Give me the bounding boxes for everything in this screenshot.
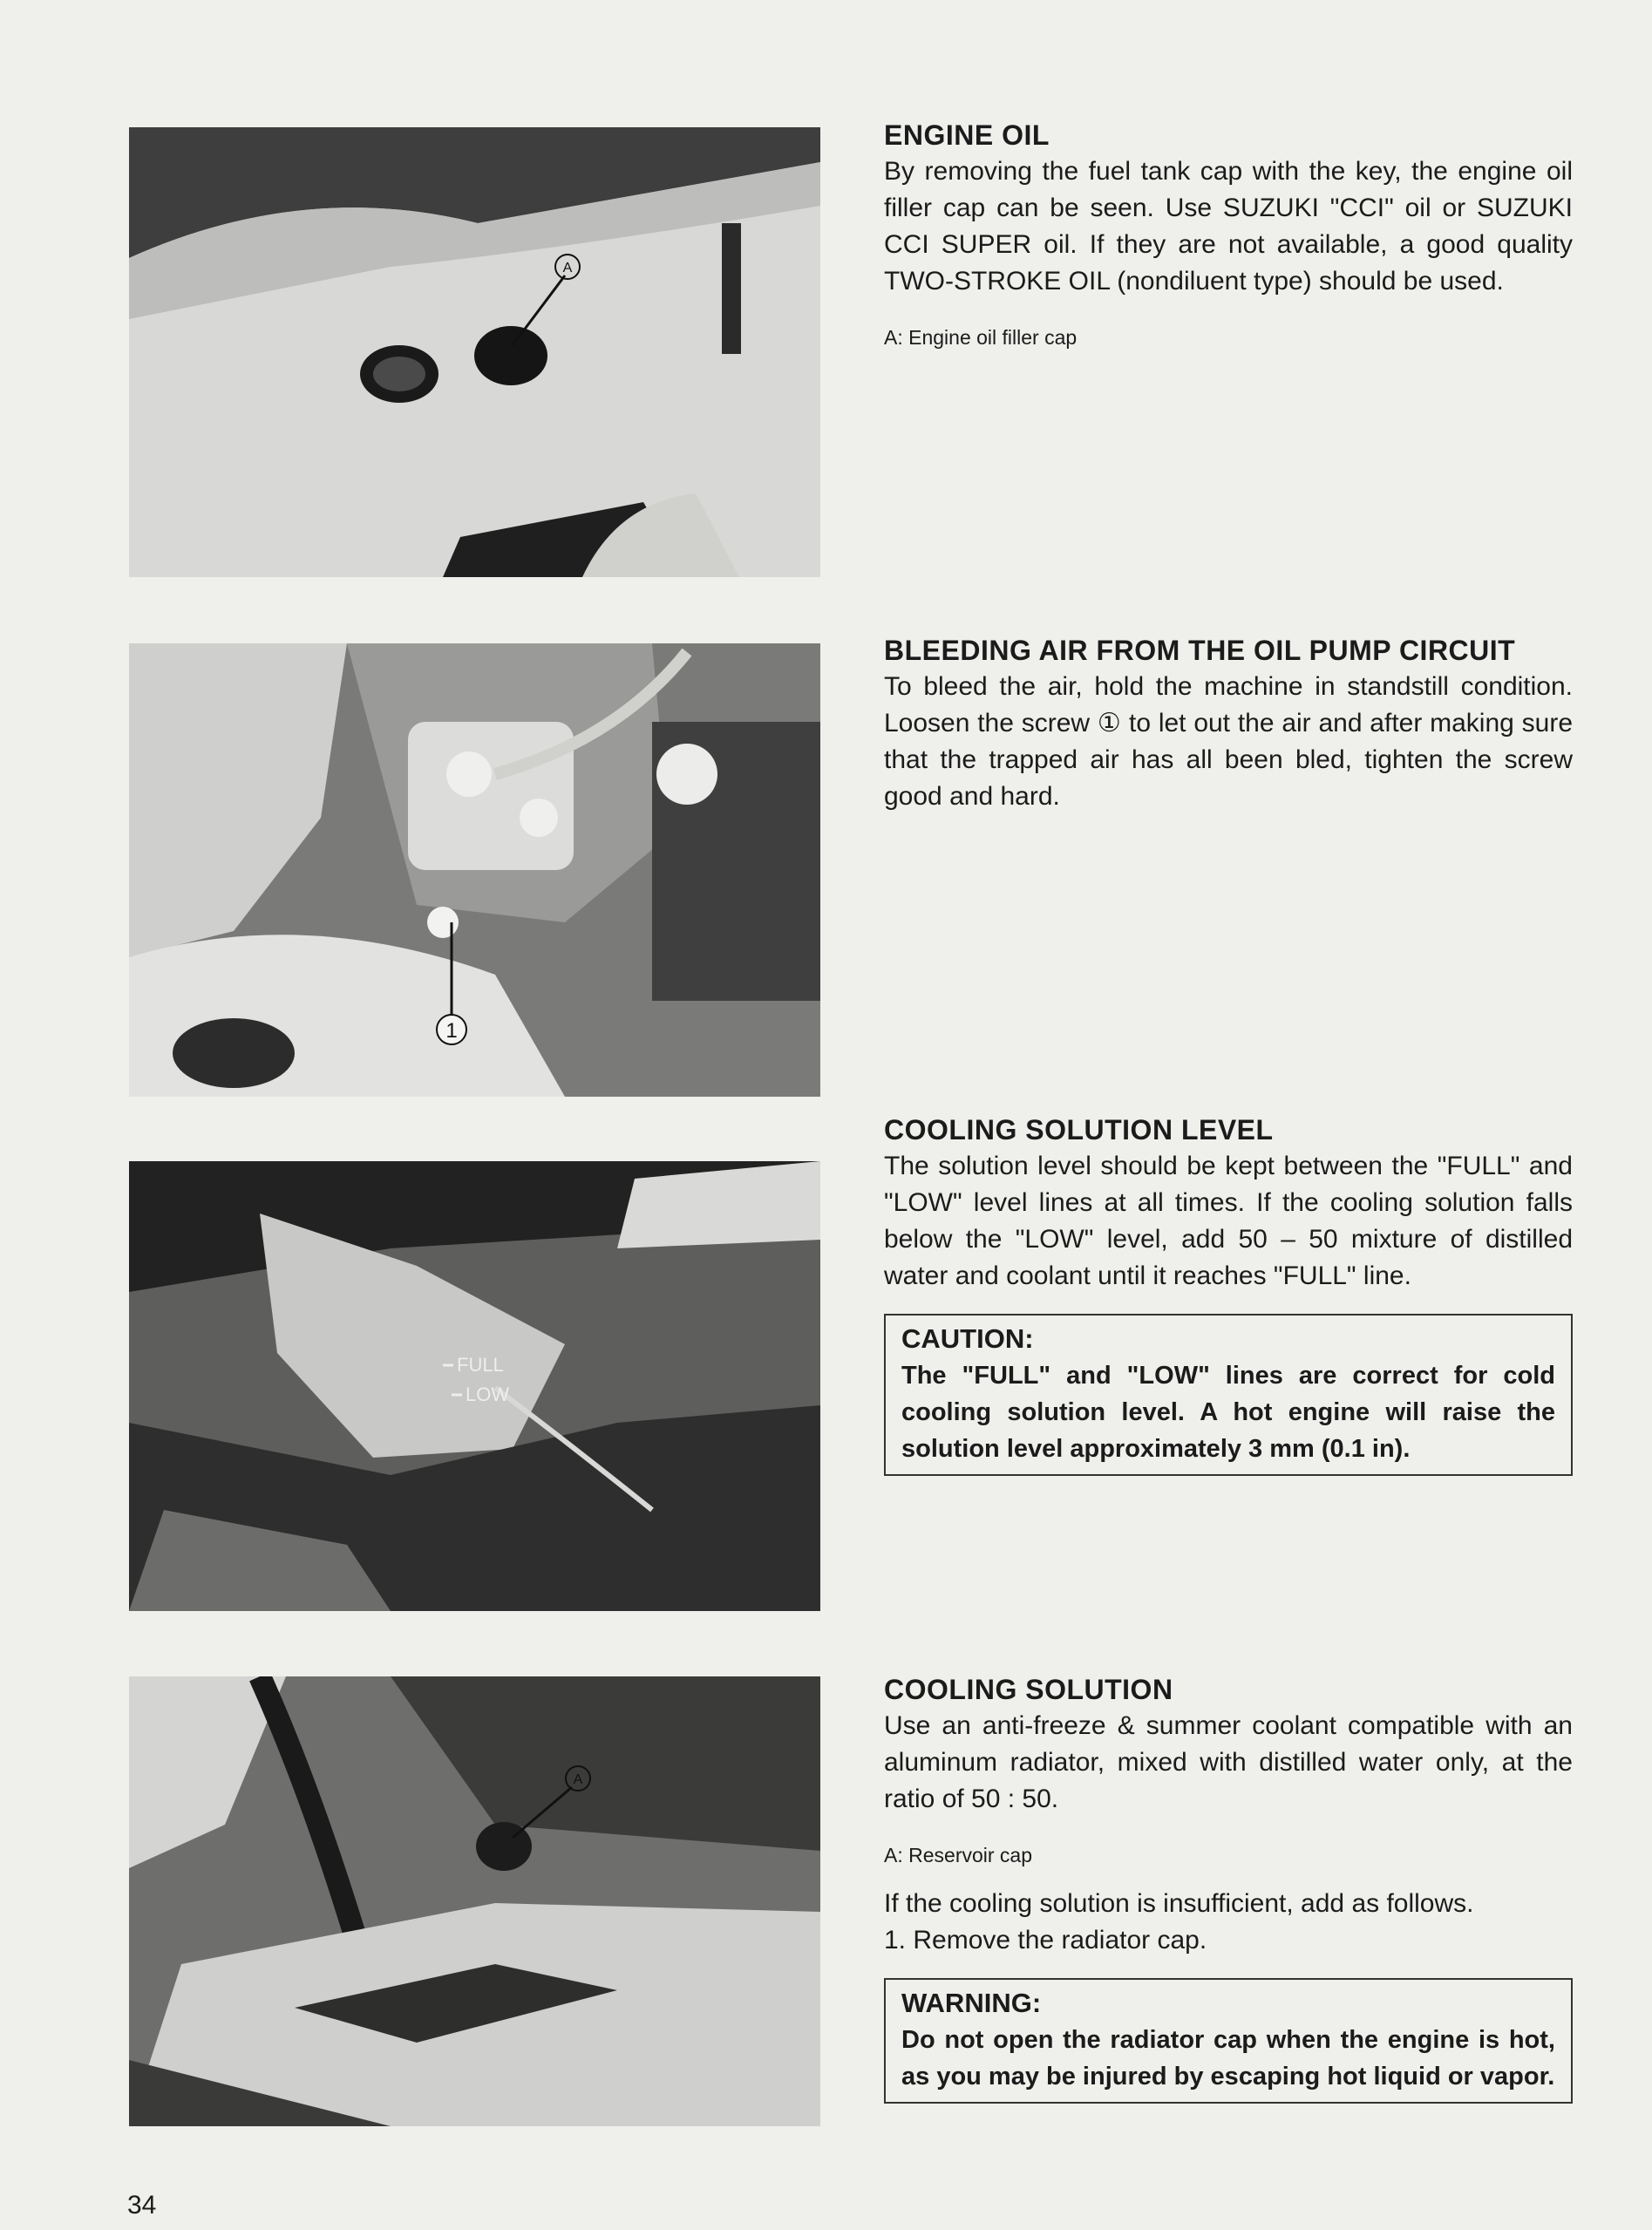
cooling-solution-step1: 1. Remove the radiator cap. <box>884 1926 1207 1955</box>
full-line-label: FULL <box>457 1354 504 1376</box>
marker-a-label: A <box>573 1772 583 1787</box>
caution-box <box>884 1314 1573 1476</box>
bleeding-heading: BLEEDING AIR FROM THE OIL PUMP CIRCUIT <box>884 635 1516 666</box>
cooling-solution-section <box>884 1671 1573 2104</box>
oil-pump-photo <box>129 643 820 1097</box>
cooling-solution-heading: COOLING SOLUTION <box>884 1674 1173 1705</box>
engine-oil-caption: A: Engine oil filler cap <box>884 326 1078 349</box>
cooling-level-photo <box>129 1161 820 1611</box>
engine-oil-body: By removing the fuel tank cap with the key, the engine oil filler cap can be seen. Use SUZUKI "CCI" oil or SUZUKI CCI SUPER oil. If they are not available, a good quality TWO-STROKE OIL (nondiluent type) should be used. <box>884 157 1573 296</box>
reservoir-cap-photo <box>129 1676 820 2126</box>
cooling-solution-caption: A: Reservoir cap <box>884 1844 1033 1866</box>
low-line-label: LOW <box>466 1384 510 1405</box>
cooling-solution-body2: If the cooling solution is insufficient, add as follows. <box>884 1889 1474 1918</box>
cooling-solution-body: Use an anti-freeze & summer coolant compatible with an aluminum radiator, mixed with distilled water only, at the ratio of 50 : 50. <box>884 1711 1573 1813</box>
cooling-level-body: The solution level should be kept between the "FULL" and "LOW" level lines at all times. If the cooling solution falls below the "LOW" level, add 50 – 50 mixture of distilled water and coolant until it reaches "FULL" line. <box>884 1152 1573 1290</box>
engine-oil-section <box>884 117 1573 350</box>
marker-1-label: 1 <box>445 1019 458 1043</box>
cooling-level-section <box>884 1112 1573 1476</box>
warning-title: WARNING: <box>901 1988 1042 2018</box>
marker-a-label: A <box>562 261 573 275</box>
engine-oil-heading: ENGINE OIL <box>884 119 1050 151</box>
cooling-level-heading: COOLING SOLUTION LEVEL <box>884 1114 1274 1146</box>
engine-oil-photo <box>129 127 820 577</box>
bleeding-body: To bleed the air, hold the machine in standstill condition. Loosen the screw ① to let out the air and after making sure that the trapped air has all been bled, tighten the screw good and hard. <box>884 672 1573 811</box>
caution-title: CAUTION: <box>901 1323 1034 1354</box>
caution-text: The "FULL" and "LOW" lines are correct for cold cooling solution level. A hot engine will raise the solution level approximately 3 mm (0.1 in). <box>901 1362 1555 1463</box>
warning-box <box>884 1978 1573 2104</box>
page-number: 34 <box>127 2191 157 2220</box>
bleeding-section <box>884 632 1573 815</box>
warning-text: Do not open the radiator cap when the engine is hot, as you may be injured by escaping hot liquid or vapor. <box>901 2026 1555 2091</box>
